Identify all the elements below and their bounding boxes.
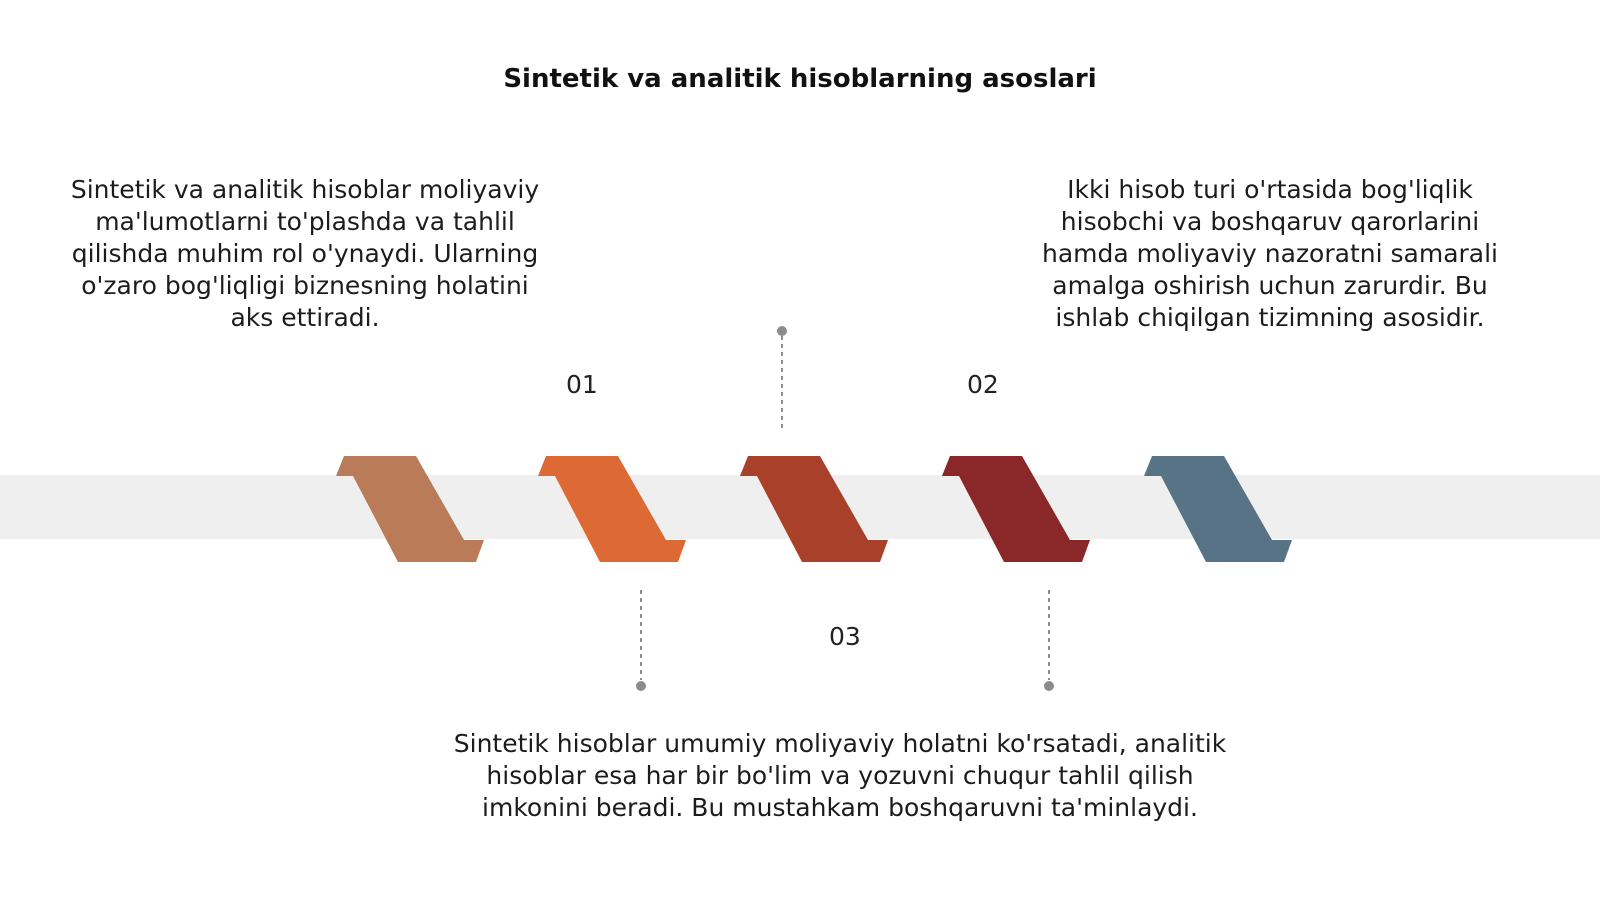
step-2-text: Ikki hisob turi o'rtasida bog'liqlik hisobchi va boshqaruv qarorlarini hamda moliyaviy nazoratni samarali amalga oshirish uchun zarurdir. Bu ishlab chiqilgan tizimning asosidir.	[1041, 175, 1499, 332]
connector-bottom-left-dot	[636, 681, 646, 691]
connector-bottom-right	[1044, 590, 1054, 691]
step-2-number: 02	[967, 370, 999, 399]
connector-bottom-right-dot	[1044, 681, 1054, 691]
connector-top-dot	[777, 326, 787, 336]
step-1-text: Sintetik va analitik hisoblar moliyaviy ma'lumotlarni to'plashda va tahlil qilishda muhim rol o'ynaydi. Ularning o'zaro bog'liqligi biznesning holatini aks ettiradi.	[70, 175, 540, 332]
step-3-text: Sintetik hisoblar umumiy moliyaviy holatni ko'rsatadi, analitik hisoblar esa har bir bo'lim va yozuvni chuqur tahlil qilish imkonini beradi. Bu mustahkam boshqaruvni ta'minlaydi.	[453, 729, 1227, 822]
connector-top	[777, 326, 787, 430]
step-1-number: 01	[566, 370, 598, 399]
page-title: Sintetik va analitik hisoblarning asoslari	[503, 64, 1097, 94]
connector-bottom-left	[636, 590, 646, 691]
step-3-number: 03	[829, 622, 861, 651]
